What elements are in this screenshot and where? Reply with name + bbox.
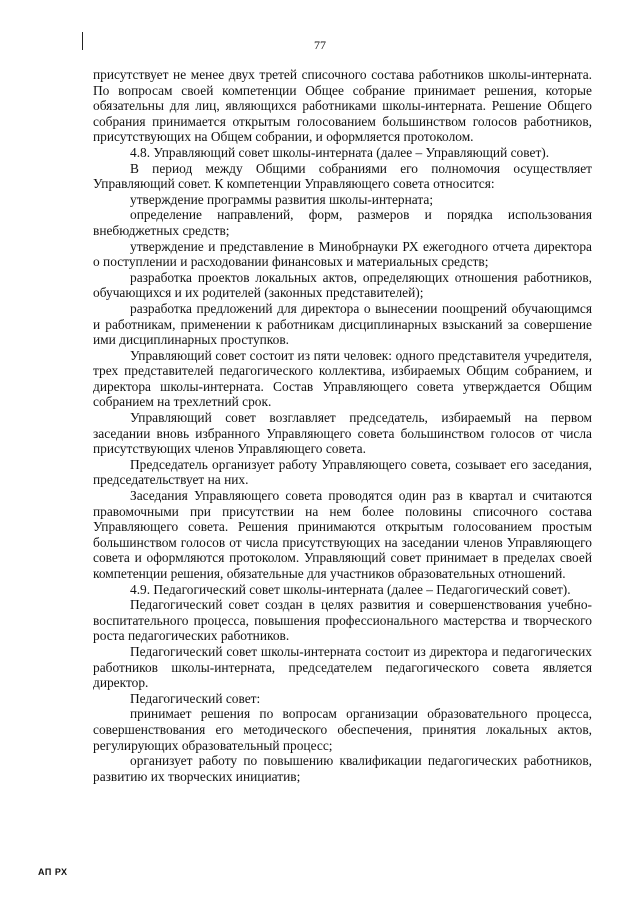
paragraph-9: Управляющий совет состоит из пяти человек: одного представителя учредителя, трех представителей педагогического коллектива, избираемых Общим собранием, и директора школы-интерната. Состав Управляющего совета утверждается Общим собранием на трехлетний срок. bbox=[93, 347, 592, 410]
paragraph-3: В период между Общими собраниями его полномочия осуществляет Управляющий совет. К компетенции Управляющего совета относится: bbox=[93, 160, 592, 192]
paragraph-5: определение направлений, форм, размеров и порядка использования внебюджетных средств; bbox=[93, 207, 592, 238]
paragraph-13: 4.9. Педагогический совет школы-интерната (далее – Педагогический совет). bbox=[130, 581, 571, 597]
paragraph-11: Председатель организует работу Управляющего совета, созывает его заседания, председательствует на них. bbox=[93, 456, 592, 488]
paragraph-15: Педагогический совет школы-интерната состоит из директора и педагогических работников школы-интерната, председателем педагогического совета является директор. bbox=[93, 643, 592, 691]
paragraph-2: 4.8. Управляющий совет школы-интерната (далее – Управляющий совет). bbox=[130, 144, 550, 160]
paragraph-8: разработка предложений для директора о вынесении поощрений обучающимся и работникам, применении к работникам дисциплинарных взысканий за совершение ими дисциплинарных проступков. bbox=[93, 300, 592, 348]
paragraph-17: принимает решения по вопросам организации образовательного процесса, совершенствования его методического обеспечения, принятия локальных актов, регулирующих образовательный процесс; bbox=[93, 706, 592, 753]
paragraph-7: разработка проектов локальных актов, определяющих отношения работников, обучающихся и их родителей (законных представителей); bbox=[93, 269, 592, 301]
paragraph-6: утверждение и представление в Минобрнауки РХ ежегодного отчета директора о поступлении и расходовании финансовых и материальных средств; bbox=[93, 238, 592, 270]
paragraph-1: присутствует не менее двух третей списочного состава работников школы-интерната. По вопросам своей компетенции Общее собрание принимает решения, которые обязательны для лиц, являющихся работниками школы-интерната. Решение Общего собрания принимается открытым голосованием большинством голосов работников, присутствующих на Общем собрании, и оформляется протоколом. bbox=[93, 67, 592, 145]
paragraph-10: Управляющий совет возглавляет председатель, избираемый на первом заседании вновь избранного Управляющего совета большинством голосов от числа присутствующих членов Управляющего совета. bbox=[93, 410, 592, 457]
paragraph-14: Педагогический совет создан в целях развития и совершенствования учебно-воспитательного процесса, повышения профессионального мастерства и творческого роста педагогических работников. bbox=[93, 597, 592, 644]
paragraph-16: Педагогический совет: bbox=[130, 690, 261, 706]
document-body bbox=[93, 67, 592, 784]
footer-code: АП РХ bbox=[38, 867, 68, 877]
paragraph-4: утверждение программы развития школы-интерната; bbox=[130, 191, 434, 207]
paragraph-18: организует работу по повышению квалификации педагогических работников, развитию их творческих инициатив; bbox=[93, 753, 592, 784]
paragraph-12: Заседания Управляющего совета проводятся один раз в квартал и считаются правомочными при присутствии на нем более половины списочного состава Управляющего совета. Решения принимаются открытым голосованием простым большинством голосов от числа присутствующих на заседании членов Управляющего совета и оформляются протоколом. Управляющий совет принимает в пределах своей компетенции решения, обязательные для участников образовательных отношений. bbox=[93, 488, 592, 581]
page-number: 77 bbox=[314, 38, 326, 52]
